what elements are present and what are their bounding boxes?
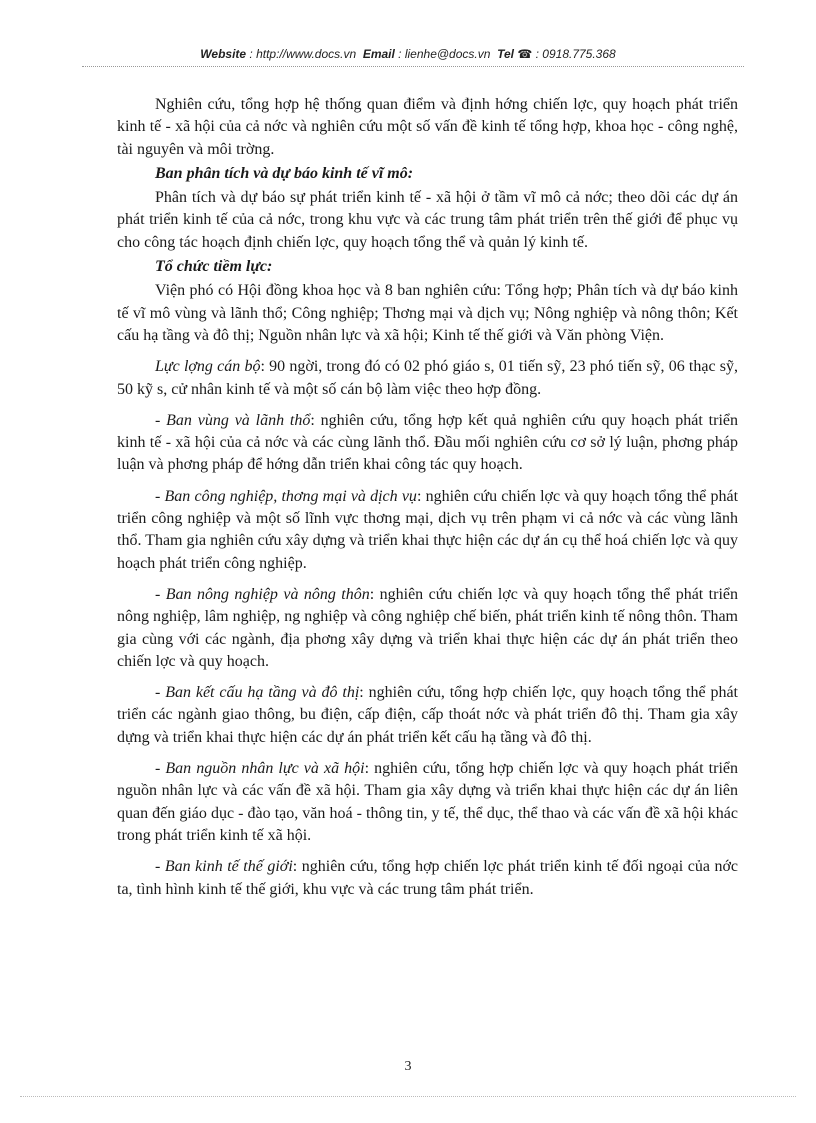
tel-value: : 0918.775.368 (535, 47, 616, 61)
paragraph-agriculture (117, 584, 738, 673)
page-number: 3 (404, 1059, 412, 1074)
infrastructure-lead: - Ban kết cấu hạ tầng và đô thị (155, 684, 360, 702)
regional-text: : nghiên cứu, tổng hợp kết quả nghiên cứu quy hoạch phát triển kinh tế - xã hội của cả nớc và các cùng lãnh thổ. Đầu mối nghiên cứu cơ sở lý luận, phơng pháp luận và phơng pháp để hớng dẫn triển khai công tác quy hoạch. (117, 411, 738, 474)
tel-label: Tel (497, 47, 514, 61)
email-label: Email (362, 47, 395, 61)
paragraph-1: Nghiên cứu, tổng hợp hệ thống quan điểm và định hớng chiến lợc, quy hoạch phát triển kinh tế - xã hội của cả nớc và nghiên cứu một số vấn đề kinh tế tổng hợp, khoa học - công nghệ, tài nguyên và môi trờng. (117, 96, 738, 158)
document-body (117, 94, 738, 901)
paragraph-industry (117, 486, 738, 575)
heading-organization: Tổ chức tiềm lực: (155, 258, 273, 276)
staff-lead: Lực lợng cán bộ (155, 358, 261, 376)
world-economy-lead: - Ban kinh tế thế giới (155, 858, 293, 876)
industry-text: : nghiên cứu chiến lợc và quy hoạch tổng thể phát triển công nghiệp và một số lĩnh vực thơng mại, dịch vụ trên phạm vi cả nớc và các vùng lãnh thổ. Tham gia nghiên cứu xây dựng và triển khai thực hiện các dự án cụ thể hoá chiến lợc và quy hoạch phát triển công nghiệp. (117, 487, 739, 572)
paragraph-3: Viện phó có Hội đồng khoa học và 8 ban nghiên cứu: Tổng hợp; Phân tích và dự báo kinh tế vĩ mô vùng và lãnh thổ; Công nghiệp; Thơng mại và dịch vụ; Nông nghiệp và nông thôn; Kết cấu hạ tầng và đô thị; Nguồn nhân lực và xã hội; Kinh tế thế giới và Văn phòng Viện. (117, 282, 738, 344)
email-value: : lienhe@docs.vn (398, 47, 491, 61)
human-resources-lead: - Ban nguồn nhân lực và xã hội (155, 760, 365, 778)
paragraph-staff (117, 356, 738, 401)
agriculture-lead: - Ban nông nghiệp và nông thôn (155, 585, 370, 603)
infrastructure-text: : nghiên cứu, tổng hợp chiến lợc, quy hoạch tổng thể phát triển các ngành giao thông, bu điện, cấp điện, cấp thoát nớc và phát triển đô thị. Tham gia xây dựng và triển khai thực hiện các dự án phát triển kết cấu hạ tầng và đô thị. (117, 684, 738, 746)
agriculture-text: : nghiên cứu chiến lợc và quy hoạch tổng thể phát triển nông nghiệp, lâm nghiệp, ng nghiệp và công nghiệp chế biến, phát triển kinh tế nông thôn. Tham gia cùng với các ngành, địa phơng xây dựng và triển khai thực hiện các dự án phát triển theo chiến lợc và quy hoạch. (117, 585, 738, 670)
regional-lead: - Ban vùng và lãnh thổ (155, 411, 311, 429)
paragraph-infrastructure (117, 682, 738, 749)
paragraph-human-resources (117, 758, 738, 847)
website-label: Website (200, 47, 247, 61)
paragraph-regional (117, 410, 738, 477)
industry-lead: - Ban công nghiệp, thơng mại và dịch vụ (155, 487, 417, 505)
paragraph-2: Phân tích và dự báo sự phát triển kinh tế - xã hội ở tầm vĩ mô cả nớc; theo dõi các dự án phát triển kinh tế của cả nớc, trong khu vực và các trung tâm phát triển trên thế giới để phục vụ cho công tác hoạch định chiến lợc, quy hoạch tổng thể và quản lý kinh tế. (117, 189, 738, 251)
website-value: : http://www.docs.vn (249, 47, 357, 61)
page-header (0, 47, 816, 61)
human-resources-text: : nghiên cứu, tổng hợp chiến lợc và quy hoạch phát triển nguồn nhân lực và các vấn đề xã hội. Tham gia xây dựng và triển khai thực hiện các dự án liên quan đến giáo dục - đào tạo, văn hoá - thông tin, y tế, thể dục, thể thao và các vấn đề xã hội khác trong phát triển kinh tế xã hội. (117, 760, 739, 844)
phone-icon: ☎ (517, 47, 533, 61)
paragraph-world-economy (117, 856, 738, 901)
world-economy-text: : nghiên cứu, tổng hợp chiến lợc phát triển kinh tế đối ngoại của nớc ta, tình hình kinh tế thế giới, khu vực và các trung tâm phát triển. (117, 858, 739, 898)
staff-text: : 90 ngời, trong đó có 02 phó giáo s, 01 tiến sỹ, 23 phó tiến sỹ, 06 thạc sỹ, 50 kỹ s, cử nhân kinh tế và một số cán bộ làm việc theo hợp đồng. (117, 358, 739, 398)
footer-divider (20, 1096, 796, 1097)
header-divider (82, 66, 744, 67)
heading-macro-analysis: Ban phân tích và dự báo kinh tế vĩ mô: (155, 164, 414, 182)
